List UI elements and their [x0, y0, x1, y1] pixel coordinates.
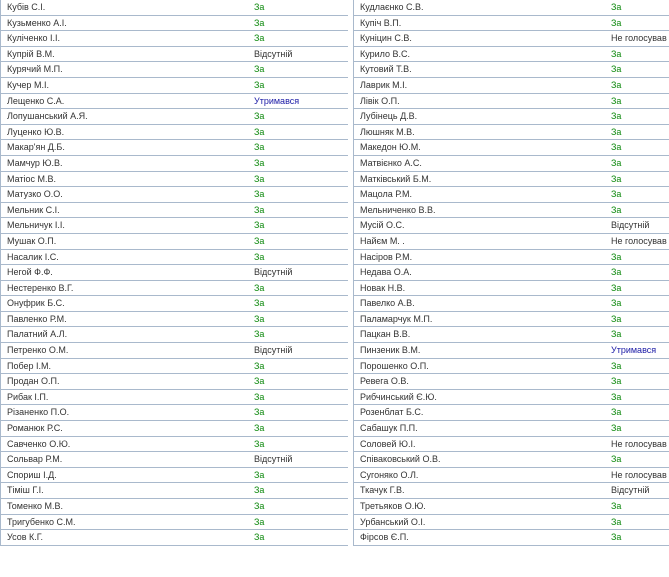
table-row — [1, 405, 348, 421]
deputy-name: Кузьменко А.І. — [7, 17, 67, 28]
table-row — [1, 530, 348, 546]
table-row — [1, 374, 348, 390]
deputy-name: Насіров Р.М. — [360, 251, 413, 262]
vote-result: За — [611, 95, 622, 106]
deputy-name: Мамчур Ю.В. — [7, 157, 63, 168]
vote-result: За — [254, 313, 265, 324]
deputy-name: Третьяков О.Ю. — [360, 501, 426, 511]
deputy-name: Матвієнко А.С. — [360, 157, 422, 168]
deputy-name: Урбанський О.І. — [360, 516, 426, 527]
table-row — [354, 515, 669, 531]
column-divider — [348, 0, 352, 577]
table-row — [354, 172, 669, 188]
table-row — [354, 203, 669, 219]
table-row — [354, 468, 669, 484]
table-row — [1, 187, 348, 203]
deputy-name: Тригубенко С.М. — [7, 516, 76, 527]
vote-result: За — [254, 142, 265, 153]
deputy-name: Матузко О.О. — [7, 189, 63, 200]
deputy-name: Мацола Р.М. — [360, 189, 413, 200]
table-row — [1, 234, 348, 250]
vote-result: За — [611, 157, 622, 168]
deputy-name: Онуфрик Б.С. — [7, 298, 65, 309]
vote-result: Відсутній — [611, 485, 650, 496]
table-row — [354, 31, 669, 47]
vote-result: За — [611, 204, 622, 215]
table-row — [354, 94, 669, 110]
vote-result: За — [254, 438, 265, 449]
deputy-name: Купіч В.П. — [360, 17, 402, 28]
deputy-name: Мельник С.І. — [7, 204, 60, 215]
deputy-name: Лещенко С.А. — [7, 95, 65, 106]
deputy-name: Павелко А.В. — [360, 298, 415, 309]
vote-result: За — [254, 329, 265, 340]
table-row — [354, 437, 669, 453]
vote-result: За — [254, 516, 265, 527]
table-row — [354, 78, 669, 94]
table-row — [354, 234, 669, 250]
deputy-name: Розенблат Б.С. — [360, 407, 424, 418]
vote-result: За — [611, 423, 622, 434]
vote-result: За — [611, 111, 622, 122]
deputy-name: Нестеренко В.Г. — [7, 282, 74, 293]
deputy-name: Недава О.А. — [360, 267, 412, 278]
deputy-name: Усов К.Г. — [7, 532, 44, 543]
table-row — [1, 421, 348, 437]
table-row — [354, 374, 669, 390]
table-row — [1, 78, 348, 94]
vote-result: За — [611, 17, 622, 28]
vote-result: За — [254, 126, 265, 137]
deputy-name: Порошенко О.П. — [360, 360, 429, 371]
table-row — [1, 281, 348, 297]
vote-result: За — [254, 532, 265, 543]
vote-result: За — [254, 17, 265, 28]
deputy-name: Куліченко І.І. — [7, 33, 61, 44]
deputy-name: Павленко Р.М. — [7, 313, 67, 324]
vote-result: За — [254, 485, 265, 496]
vote-result: За — [254, 282, 265, 293]
table-row — [1, 452, 348, 468]
vote-result: Утримався — [254, 95, 300, 106]
table-row — [1, 218, 348, 234]
table-row — [354, 140, 669, 156]
table-row — [1, 31, 348, 47]
vote-result: За — [611, 48, 622, 59]
vote-result: За — [254, 204, 265, 215]
deputy-name: Куніцин С.В. — [360, 33, 412, 44]
vote-result: За — [611, 329, 622, 340]
deputy-name: Ревега О.В. — [360, 376, 409, 387]
deputy-name: Люшняк М.В. — [360, 126, 415, 137]
vote-result: За — [611, 516, 622, 527]
vote-result: За — [254, 407, 265, 418]
vote-result: За — [611, 298, 622, 309]
vote-result: Не голосував — [611, 235, 667, 246]
table-row — [354, 421, 669, 437]
deputy-name: Купрій В.М. — [7, 48, 55, 59]
vote-result: Відсутній — [254, 48, 293, 59]
deputy-name: Різаненко П.О. — [7, 407, 70, 418]
deputy-name: Романюк Р.С. — [7, 423, 63, 434]
table-row — [354, 125, 669, 141]
table-row — [354, 359, 669, 375]
vote-result: За — [254, 469, 265, 480]
vote-result: За — [254, 2, 265, 12]
vote-result: За — [254, 360, 265, 371]
table-row — [354, 47, 669, 63]
deputy-name: Новак Н.В. — [360, 282, 406, 293]
vote-result: За — [611, 173, 622, 184]
vote-result: За — [611, 376, 622, 387]
vote-result: Утримався — [611, 345, 657, 356]
vote-result: За — [254, 251, 265, 262]
vote-result: Не голосував — [611, 438, 667, 449]
vote-result: За — [611, 407, 622, 418]
vote-result: Відсутній — [611, 220, 650, 231]
table-row — [354, 405, 669, 421]
table-row — [354, 16, 669, 32]
vote-result: За — [254, 391, 265, 402]
deputy-name: Негой Ф.Ф. — [7, 267, 53, 278]
vote-result: За — [254, 157, 265, 168]
vote-result: Відсутній — [254, 454, 293, 465]
deputy-name: Пацкан В.В. — [360, 329, 411, 340]
table-row — [354, 250, 669, 266]
table-row — [354, 187, 669, 203]
table-row — [354, 343, 669, 359]
deputy-name: Кучер М.І. — [7, 79, 49, 90]
table-row — [354, 483, 669, 499]
deputy-name: Сугоняко О.Л. — [360, 469, 419, 480]
vote-result: Відсутній — [254, 267, 293, 278]
deputy-name: Пинзеник В.М. — [360, 345, 421, 356]
table-row — [354, 312, 669, 328]
vote-result: За — [611, 64, 622, 75]
deputy-name: Сабашук П.П. — [360, 423, 418, 434]
table-row — [1, 390, 348, 406]
deputy-name: Рибак І.П. — [7, 391, 49, 402]
deputy-name: Мушак О.П. — [7, 235, 57, 246]
deputy-name: Мельниченко В.В. — [360, 204, 436, 215]
vote-result: За — [611, 142, 622, 153]
vote-result: Не голосував — [611, 469, 667, 480]
deputy-name: Кутовий Т.В. — [360, 64, 412, 75]
deputy-name: Кудлаєнко С.В. — [360, 2, 424, 12]
vote-result: За — [611, 126, 622, 137]
table-row — [354, 390, 669, 406]
table-row — [354, 156, 669, 172]
vote-result: За — [254, 501, 265, 511]
table-row — [354, 499, 669, 515]
vote-result: За — [611, 2, 622, 12]
deputy-name: Кубів С.І. — [7, 2, 46, 12]
vote-result: За — [254, 64, 265, 75]
deputy-name: Паламарчук М.П. — [360, 313, 433, 324]
table-row — [1, 203, 348, 219]
deputy-name: Соловей Ю.І. — [360, 438, 416, 449]
vote-result: За — [611, 79, 622, 90]
table-row — [1, 437, 348, 453]
deputy-name: Матківський Б.М. — [360, 173, 432, 184]
table-row — [1, 327, 348, 343]
right-vote-column — [353, 0, 669, 546]
deputy-name: Лопушанський А.Я. — [7, 111, 88, 122]
table-row — [1, 515, 348, 531]
vote-result: За — [254, 298, 265, 309]
vote-result: За — [611, 267, 622, 278]
deputy-name: Макар'ян Д.Б. — [7, 142, 65, 153]
vote-result: Відсутній — [254, 345, 293, 356]
deputy-name: Найєм М. . — [360, 235, 405, 246]
vote-result: За — [254, 33, 265, 44]
vote-result: За — [254, 235, 265, 246]
table-row — [1, 62, 348, 78]
vote-result: За — [254, 220, 265, 231]
vote-result: За — [254, 189, 265, 200]
deputy-name: Лаврик М.І. — [360, 79, 408, 90]
vote-result: За — [254, 173, 265, 184]
table-row — [354, 281, 669, 297]
vote-result: За — [611, 282, 622, 293]
table-row — [354, 62, 669, 78]
deputy-name: Співаковський О.В. — [360, 454, 441, 465]
deputy-name: Сольвар Р.М. — [7, 454, 63, 465]
vote-result: Не голосував — [611, 33, 667, 44]
table-row — [354, 296, 669, 312]
deputy-name: Лівік О.П. — [360, 95, 400, 106]
vote-result: За — [611, 251, 622, 262]
deputy-name: Тіміш Г.І. — [7, 485, 44, 496]
deputy-name: Савченко О.Ю. — [7, 438, 71, 449]
table-row — [1, 359, 348, 375]
table-row — [354, 327, 669, 343]
table-row — [1, 312, 348, 328]
table-row — [354, 218, 669, 234]
table-row — [354, 265, 669, 281]
vote-result: За — [254, 423, 265, 434]
deputy-name: Мельничук І.І. — [7, 220, 65, 231]
vote-result: За — [254, 111, 265, 122]
table-row — [1, 172, 348, 188]
vote-result: За — [611, 360, 622, 371]
deputy-name: Курило В.С. — [360, 48, 411, 59]
deputy-name: Фірсов Є.П. — [360, 532, 409, 543]
table-row — [1, 265, 348, 281]
table-row — [1, 468, 348, 484]
table-row — [1, 343, 348, 359]
deputy-name: Матіос М.В. — [7, 173, 57, 184]
deputy-name: Побер І.М. — [7, 360, 52, 371]
deputy-name: Палатний А.Л. — [7, 329, 68, 340]
table-row — [1, 109, 348, 125]
deputy-name: Македон Ю.М. — [360, 142, 421, 153]
table-row — [1, 140, 348, 156]
table-row — [1, 156, 348, 172]
table-row — [1, 0, 348, 16]
table-row — [1, 250, 348, 266]
table-row — [1, 483, 348, 499]
table-row — [1, 94, 348, 110]
left-vote-column — [0, 0, 349, 546]
deputy-name: Рибчинський Є.Ю. — [360, 391, 437, 402]
table-row — [1, 296, 348, 312]
vote-result: За — [611, 189, 622, 200]
table-row — [1, 16, 348, 32]
deputy-name: Курячий М.П. — [7, 64, 63, 75]
deputy-name: Мусій О.С. — [360, 220, 405, 231]
deputy-name: Продан О.П. — [7, 376, 60, 387]
deputy-name: Ткачук Г.В. — [360, 485, 405, 496]
deputy-name: Луценко Ю.В. — [7, 126, 65, 137]
table-row — [354, 530, 669, 546]
table-row — [1, 125, 348, 141]
table-row — [354, 452, 669, 468]
vote-result: За — [611, 391, 622, 402]
deputy-name: Спориш І.Д. — [7, 469, 57, 480]
deputy-name: Лубінець Д.В. — [360, 111, 418, 122]
vote-result: За — [611, 532, 622, 543]
vote-result: За — [611, 454, 622, 465]
vote-result: За — [611, 313, 622, 324]
table-row — [354, 0, 669, 16]
vote-result: За — [254, 376, 265, 387]
table-row — [1, 47, 348, 63]
deputy-name: Насалик І.С. — [7, 251, 59, 262]
deputy-name: Томенко М.В. — [7, 501, 64, 511]
table-row — [1, 499, 348, 515]
table-row — [354, 109, 669, 125]
vote-result: За — [254, 79, 265, 90]
vote-result: За — [611, 501, 622, 511]
deputy-name: Петренко О.М. — [7, 345, 69, 356]
